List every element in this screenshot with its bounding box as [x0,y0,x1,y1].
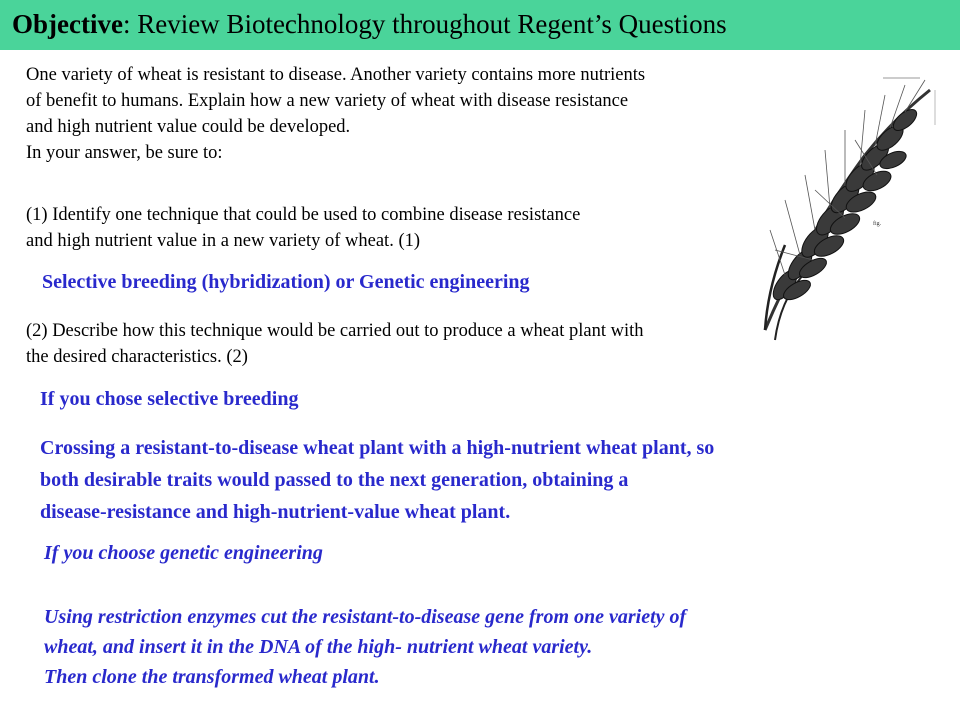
question-line: and high nutrient value could be developed. [26,117,351,137]
question-line: In your answer, be sure to: [26,143,223,163]
question-line: One variety of wheat is resistant to disease. Another variety contains more nutrients [26,65,646,85]
genetic-answer-line: Using restriction enzymes cut the resistant-to-disease gene from one variety of [44,606,687,628]
part1-answer: Selective breeding (hybridization) or Genetic engineering [42,271,530,293]
selective-answer-line: both desirable traits would passed to the next generation, obtaining a [40,469,629,491]
slide-title [12,8,727,40]
part2-question-line: the desired characteristics. (2) [26,347,248,367]
genetic-answer-line: wheat, and insert it in the DNA of the high- nutrient wheat variety. [44,636,593,658]
title-label: Objective [12,9,123,39]
selective-answer-line: Crossing a resistant-to-disease wheat plant with a high-nutrient wheat plant, so [40,437,715,459]
figure-caption: fig. [873,221,882,227]
part2-question-line: (2) Describe how this technique would be carried out to produce a wheat plant with [26,321,644,341]
part1-question-line: and high nutrient value in a new variety of wheat. (1) [26,231,421,251]
wheat-illustration [745,70,945,350]
genetic-engineering-heading: If you choose genetic engineering [44,542,323,564]
selective-answer-line: disease-resistance and high-nutrient-value wheat plant. [40,501,511,523]
part1-question-line: (1) Identify one technique that could be used to combine disease resistance [26,205,581,225]
title-bar [0,0,960,50]
genetic-answer-line: Then clone the transformed wheat plant. [44,666,380,688]
selective-breeding-heading: If you chose selective breeding [40,388,299,410]
title-text: : Review Biotechnology throughout Regent’s Questions [122,9,727,39]
question-line: of benefit to humans. Explain how a new variety of wheat with disease resistance [26,91,629,111]
